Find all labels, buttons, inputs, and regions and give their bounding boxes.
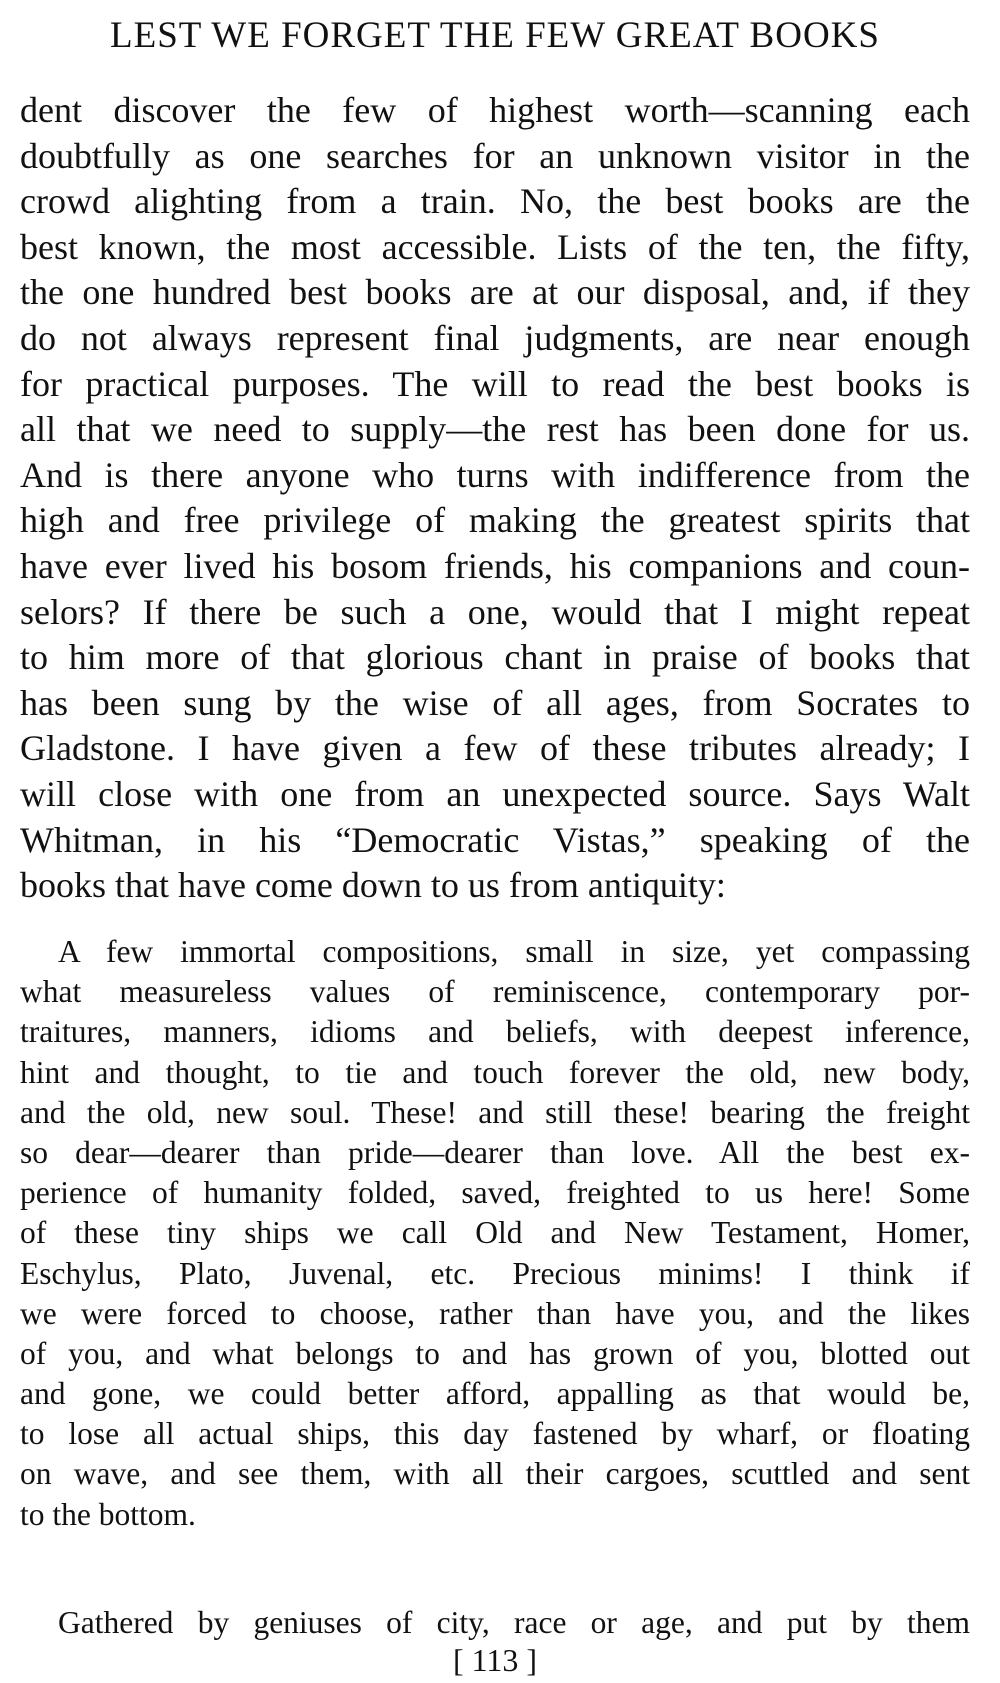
quote-line: hint and thought, to tie and touch forever the old, new body,	[20, 1054, 970, 1090]
text-line: books that have come down to us from antiquity:	[20, 865, 726, 906]
block-quote	[20, 932, 970, 1535]
quote-line: of these tiny ships we call Old and New Testament, Homer,	[20, 1215, 970, 1251]
text-line: dent discover the few of highest worth—scanning each	[20, 90, 970, 130]
quote-line: to lose all actual ships, this day fastened by wharf, or floating	[20, 1416, 970, 1452]
quote-line: we were forced to choose, rather than have you, and the likes	[20, 1295, 970, 1331]
quote-line: to the bottom.	[20, 1496, 196, 1532]
text-line: best known, the most accessible. Lists of the ten, the fifty,	[20, 226, 970, 267]
quote-line: Gathered by geniuses of city, race or age, and put by them	[58, 1605, 970, 1640]
text-line: has been sung by the wise of all ages, from Socrates to	[20, 682, 970, 723]
quote-line: A few immortal compositions, small in size, yet compassing	[58, 934, 970, 969]
quote-line: Eschylus, Plato, Juvenal, etc. Precious minims! I think if	[20, 1255, 970, 1291]
text-line: Gladstone. I have given a few of these tributes already; I	[20, 728, 970, 769]
text-line: to him more of that glorious chant in praise of books that	[20, 637, 970, 678]
text-line: the one hundred best books are at our disposal, and, if they	[20, 272, 970, 313]
quote-line: and the old, new soul. These! and still these! bearing the freight	[20, 1094, 970, 1130]
book-page	[20, 0, 970, 1683]
text-line: for practical purposes. The will to read the best books is	[20, 363, 970, 404]
quote-line: what measureless values of reminiscence, contemporary por-	[20, 974, 970, 1010]
text-line: doubtfully as one searches for an unknown visitor in the	[20, 135, 970, 176]
page-number: [ 113 ]	[452, 1642, 538, 1678]
body-paragraph	[20, 88, 970, 909]
text-line: selors? If there be such a one, would that I might repeat	[20, 591, 970, 632]
quote-line: and gone, we could better afford, appalling as that would be,	[20, 1376, 970, 1412]
running-title: LEST WE FORGET THE FEW GREAT BOOKS	[110, 15, 880, 56]
text-line: will close with one from an unexpected source. Says Walt	[20, 773, 970, 814]
text-line: all that we need to supply—the rest has been done for us.	[20, 409, 970, 450]
quote-line: so dear—dearer than pride—dearer than love. All the best ex-	[20, 1134, 970, 1170]
text-line: high and free privilege of making the greatest spirits that	[20, 500, 970, 541]
text-line: do not always represent final judgments, are near enough	[20, 317, 970, 358]
continuation-paragraph	[20, 1603, 970, 1643]
text-line: have ever lived his bosom friends, his companions and coun-	[20, 545, 970, 586]
quote-line: traitures, manners, idioms and beliefs, with deepest inference,	[20, 1014, 970, 1050]
quote-line: perience of humanity folded, saved, freighted to us here! Some	[20, 1175, 970, 1211]
quote-line: on wave, and see them, with all their cargoes, scuttled and sent	[20, 1456, 970, 1492]
text-line: And is there anyone who turns with indifference from the	[20, 454, 970, 495]
text-line: Whitman, in his “Democratic Vistas,” speaking of the	[20, 819, 970, 860]
quote-line: of you, and what belongs to and has grown of you, blotted out	[20, 1335, 970, 1371]
text-line: crowd alighting from a train. No, the best books are the	[20, 181, 970, 222]
